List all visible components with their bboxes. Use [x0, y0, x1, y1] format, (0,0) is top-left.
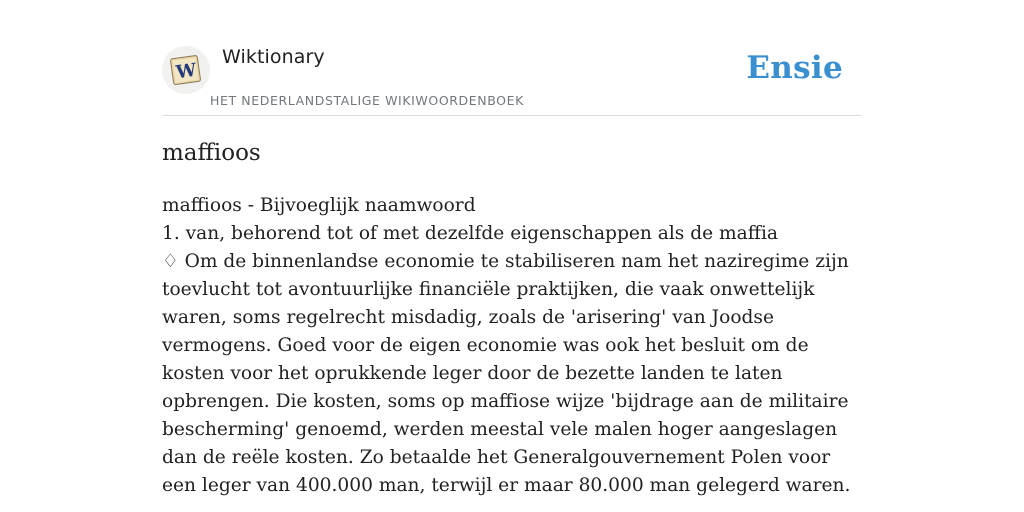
site-name[interactable]: Wiktionary	[222, 46, 325, 68]
entry-definition: 1. van, behorend tot of met dezelfde eigenschappen als de maffia	[162, 223, 778, 244]
entry-content	[162, 192, 862, 500]
wiktionary-w-tile-icon	[169, 53, 203, 87]
entry-example: ♢ Om de binnenlandse economie te stabiliseren nam het naziregime zijn toevlucht tot avontuurlijke financiële praktijken, die vaak onwettelijk waren, soms regelrecht misdadig, zoals de 'arisering' van Joodse vermogens. Goed voor de eigen economie was ook het besluit om de kosten voor het oprukkende leger door de bezette landen te laten opbrengen. Die kosten, soms op maffiose wijze 'bijdrage aan de militaire bescherming' genoemd, werden meestal vele malen hoger aangeslagen dan de reële kosten. Zo betaalde het Generalgouvernement Polen voor een leger van 400.000 man, terwijl er maar 80.000 man gelegerd waren.	[162, 251, 851, 496]
entry-heading: maffioos - Bijvoeglijk naamwoord	[162, 195, 476, 216]
ensie-brand-logo[interactable]: Ensie	[746, 50, 843, 86]
header-divider	[162, 115, 862, 116]
wiktionary-logo[interactable]	[162, 46, 210, 94]
site-tagline: HET NEDERLANDSTALIGE WIKIWOORDENBOEK	[210, 93, 524, 108]
page-title: maffioos	[162, 140, 261, 166]
svg-text:W: W	[174, 59, 198, 84]
